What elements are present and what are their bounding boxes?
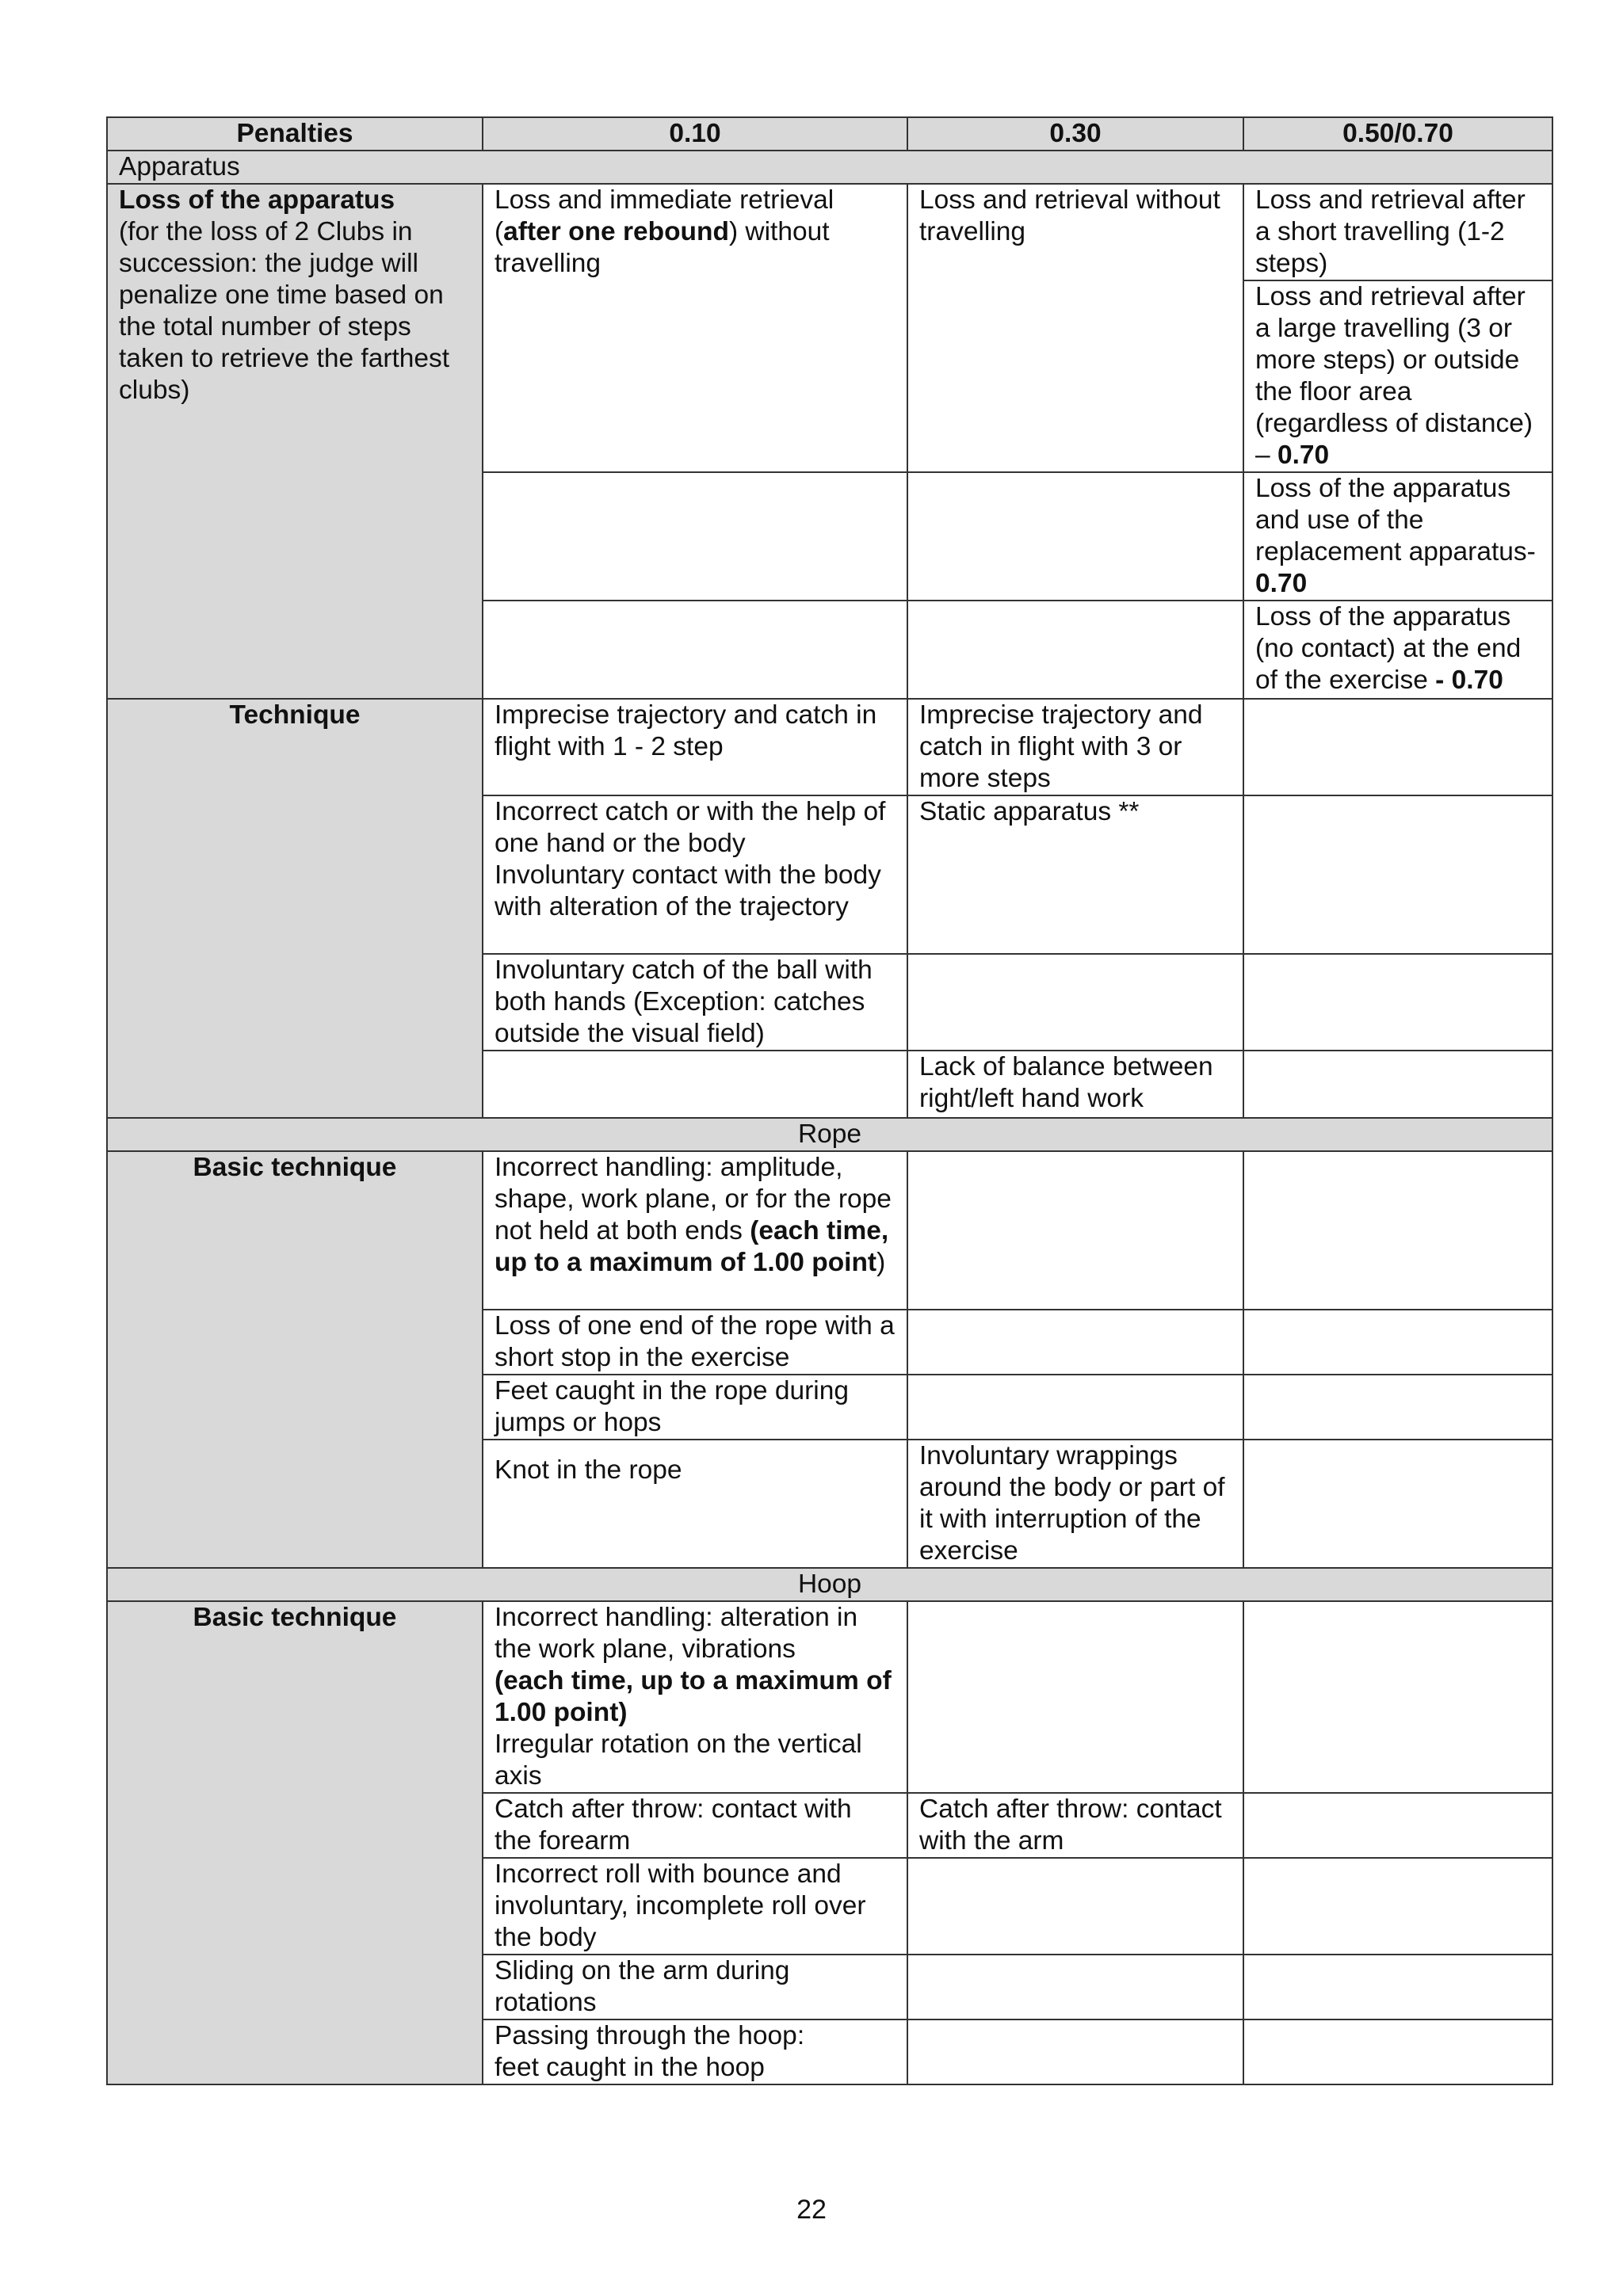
loss-050-replacement-text: Loss of the apparatus and use of the replacement apparatus- [1255, 474, 1536, 566]
loss-050-replacement-val: 0.70 [1255, 569, 1308, 598]
empty-cell [1243, 2019, 1552, 2084]
empty-cell [907, 1310, 1243, 1375]
section-title-rope: Rope [107, 1118, 1552, 1151]
hoop-basic-technique-title: Basic technique [107, 1601, 483, 2084]
technique-2-010-a: Incorrect catch or with the help of one hand or the body [495, 797, 886, 858]
loss-050-end [1243, 601, 1552, 699]
empty-cell [1243, 1051, 1552, 1118]
empty-cell [1243, 1440, 1552, 1568]
technique-row-1 [107, 699, 1552, 795]
empty-cell [1243, 699, 1552, 795]
loss-010-text-a: Loss and immediate retrieval ( [495, 185, 834, 246]
empty-cell [907, 1375, 1243, 1440]
loss-row-1 [107, 184, 1552, 280]
hoop-1-010-b: Irregular rotation on the vertical axis [495, 1730, 862, 1791]
empty-cell [907, 2019, 1243, 2084]
hoop-1-010-bold: (each time, up to a maximum of 1.00 point) [495, 1666, 892, 1727]
header-030: 0.30 [907, 117, 1243, 151]
loss-title: Loss of the apparatus [119, 185, 395, 215]
rope-1-010-end: ) [876, 1248, 886, 1277]
header-050: 0.50/0.70 [1243, 117, 1552, 151]
empty-cell [907, 1151, 1243, 1310]
technique-4-030: Lack of balance between right/left hand work [907, 1051, 1243, 1118]
section-hoop [107, 1568, 1552, 1601]
rope-1-010 [483, 1151, 907, 1310]
technique-2-030: Static apparatus ** [907, 795, 1243, 954]
loss-050-large-text: Loss and retrieval after a large travelling (3 or more steps) or outside the floor area (regardless of distance) – [1255, 282, 1533, 470]
empty-cell [907, 954, 1243, 1051]
technique-2-010-b: Involuntary contact with the body with alteration of the trajectory [495, 860, 881, 921]
empty-cell [1243, 1310, 1552, 1375]
section-apparatus [107, 151, 1552, 184]
technique-2-010 [483, 795, 907, 954]
empty-cell [907, 1955, 1243, 2019]
rope-4-030: Involuntary wrappings around the body or part of it with interruption of the exercise [907, 1440, 1243, 1568]
section-title-apparatus: Apparatus [107, 151, 1552, 184]
empty-cell [1243, 1793, 1552, 1858]
rope-3-010: Feet caught in the rope during jumps or hops [483, 1375, 907, 1440]
empty-cell [483, 472, 907, 601]
empty-cell [1243, 1601, 1552, 1793]
loss-050-large-val: 0.70 [1277, 441, 1330, 470]
loss-010-text-c: ) without travelling [495, 217, 830, 278]
loss-010-text-bold: after one rebound [503, 217, 729, 246]
page-number: 22 [796, 2195, 827, 2225]
hoop-5-010-b: feet caught in the hoop [495, 2053, 765, 2082]
hoop-4-010: Sliding on the arm during rotations [483, 1955, 907, 2019]
loss-of-apparatus-cell [107, 184, 483, 699]
empty-cell [1243, 795, 1552, 954]
empty-cell [1243, 1151, 1552, 1310]
loss-050-end-val: - 0.70 [1435, 666, 1503, 695]
section-title-hoop: Hoop [107, 1568, 1552, 1601]
rope-1-010-text: Incorrect handling: amplitude, shape, work plane, or for the rope not held at both ends [495, 1153, 892, 1245]
loss-050-end-text: Loss of the apparatus (no contact) at the end of the exercise [1255, 602, 1522, 695]
empty-cell [907, 1858, 1243, 1955]
hoop-row-1 [107, 1601, 1552, 1793]
hoop-1-010-a: Incorrect handling: alteration in the work plane, vibrations [495, 1603, 858, 1664]
header-row [107, 117, 1552, 151]
loss-030-cell: Loss and retrieval without travelling [907, 184, 1243, 472]
technique-1-030: Imprecise trajectory and catch in flight with 3 or more steps [907, 699, 1243, 795]
empty-cell [1243, 1955, 1552, 2019]
rope-row-1 [107, 1151, 1552, 1310]
hoop-5-010 [483, 2019, 907, 2084]
loss-050-replacement [1243, 472, 1552, 601]
empty-cell [1243, 1375, 1552, 1440]
rope-4-010: Knot in the rope [483, 1440, 907, 1568]
loss-050-short: Loss and retrieval after a short travelling (1-2 steps) [1243, 184, 1552, 280]
hoop-2-010: Catch after throw: contact with the forearm [483, 1793, 907, 1858]
empty-cell [483, 601, 907, 699]
loss-010-cell [483, 184, 907, 472]
rope-2-010: Loss of one end of the rope with a short stop in the exercise [483, 1310, 907, 1375]
header-010: 0.10 [483, 117, 907, 151]
technique-3-010: Involuntary catch of the ball with both hands (Exception: catches outside the visual field) [483, 954, 907, 1051]
rope-1-010-bold: (each time, up to a maximum of 1.00 point [495, 1216, 889, 1277]
section-rope [107, 1118, 1552, 1151]
empty-cell [907, 601, 1243, 699]
empty-cell [483, 1051, 907, 1118]
loss-050-large [1243, 280, 1552, 472]
header-penalties: Penalties [107, 117, 483, 151]
hoop-5-010-a: Passing through the hoop: [495, 2021, 805, 2050]
penalties-table [106, 116, 1553, 2085]
empty-cell [907, 1601, 1243, 1793]
empty-cell [1243, 954, 1552, 1051]
empty-cell [907, 472, 1243, 601]
technique-1-010: Imprecise trajectory and catch in flight with 1 - 2 step [483, 699, 907, 795]
rope-basic-technique-title: Basic technique [107, 1151, 483, 1568]
technique-title: Technique [107, 699, 483, 1118]
hoop-1-010 [483, 1601, 907, 1793]
empty-cell [1243, 1858, 1552, 1955]
loss-note: (for the loss of 2 Clubs in succession: the judge will penalize one time based on the total number of steps taken to retrieve the farthest clubs) [119, 217, 450, 405]
hoop-3-010: Incorrect roll with bounce and involuntary, incomplete roll over the body [483, 1858, 907, 1955]
hoop-2-030: Catch after throw: contact with the arm [907, 1793, 1243, 1858]
